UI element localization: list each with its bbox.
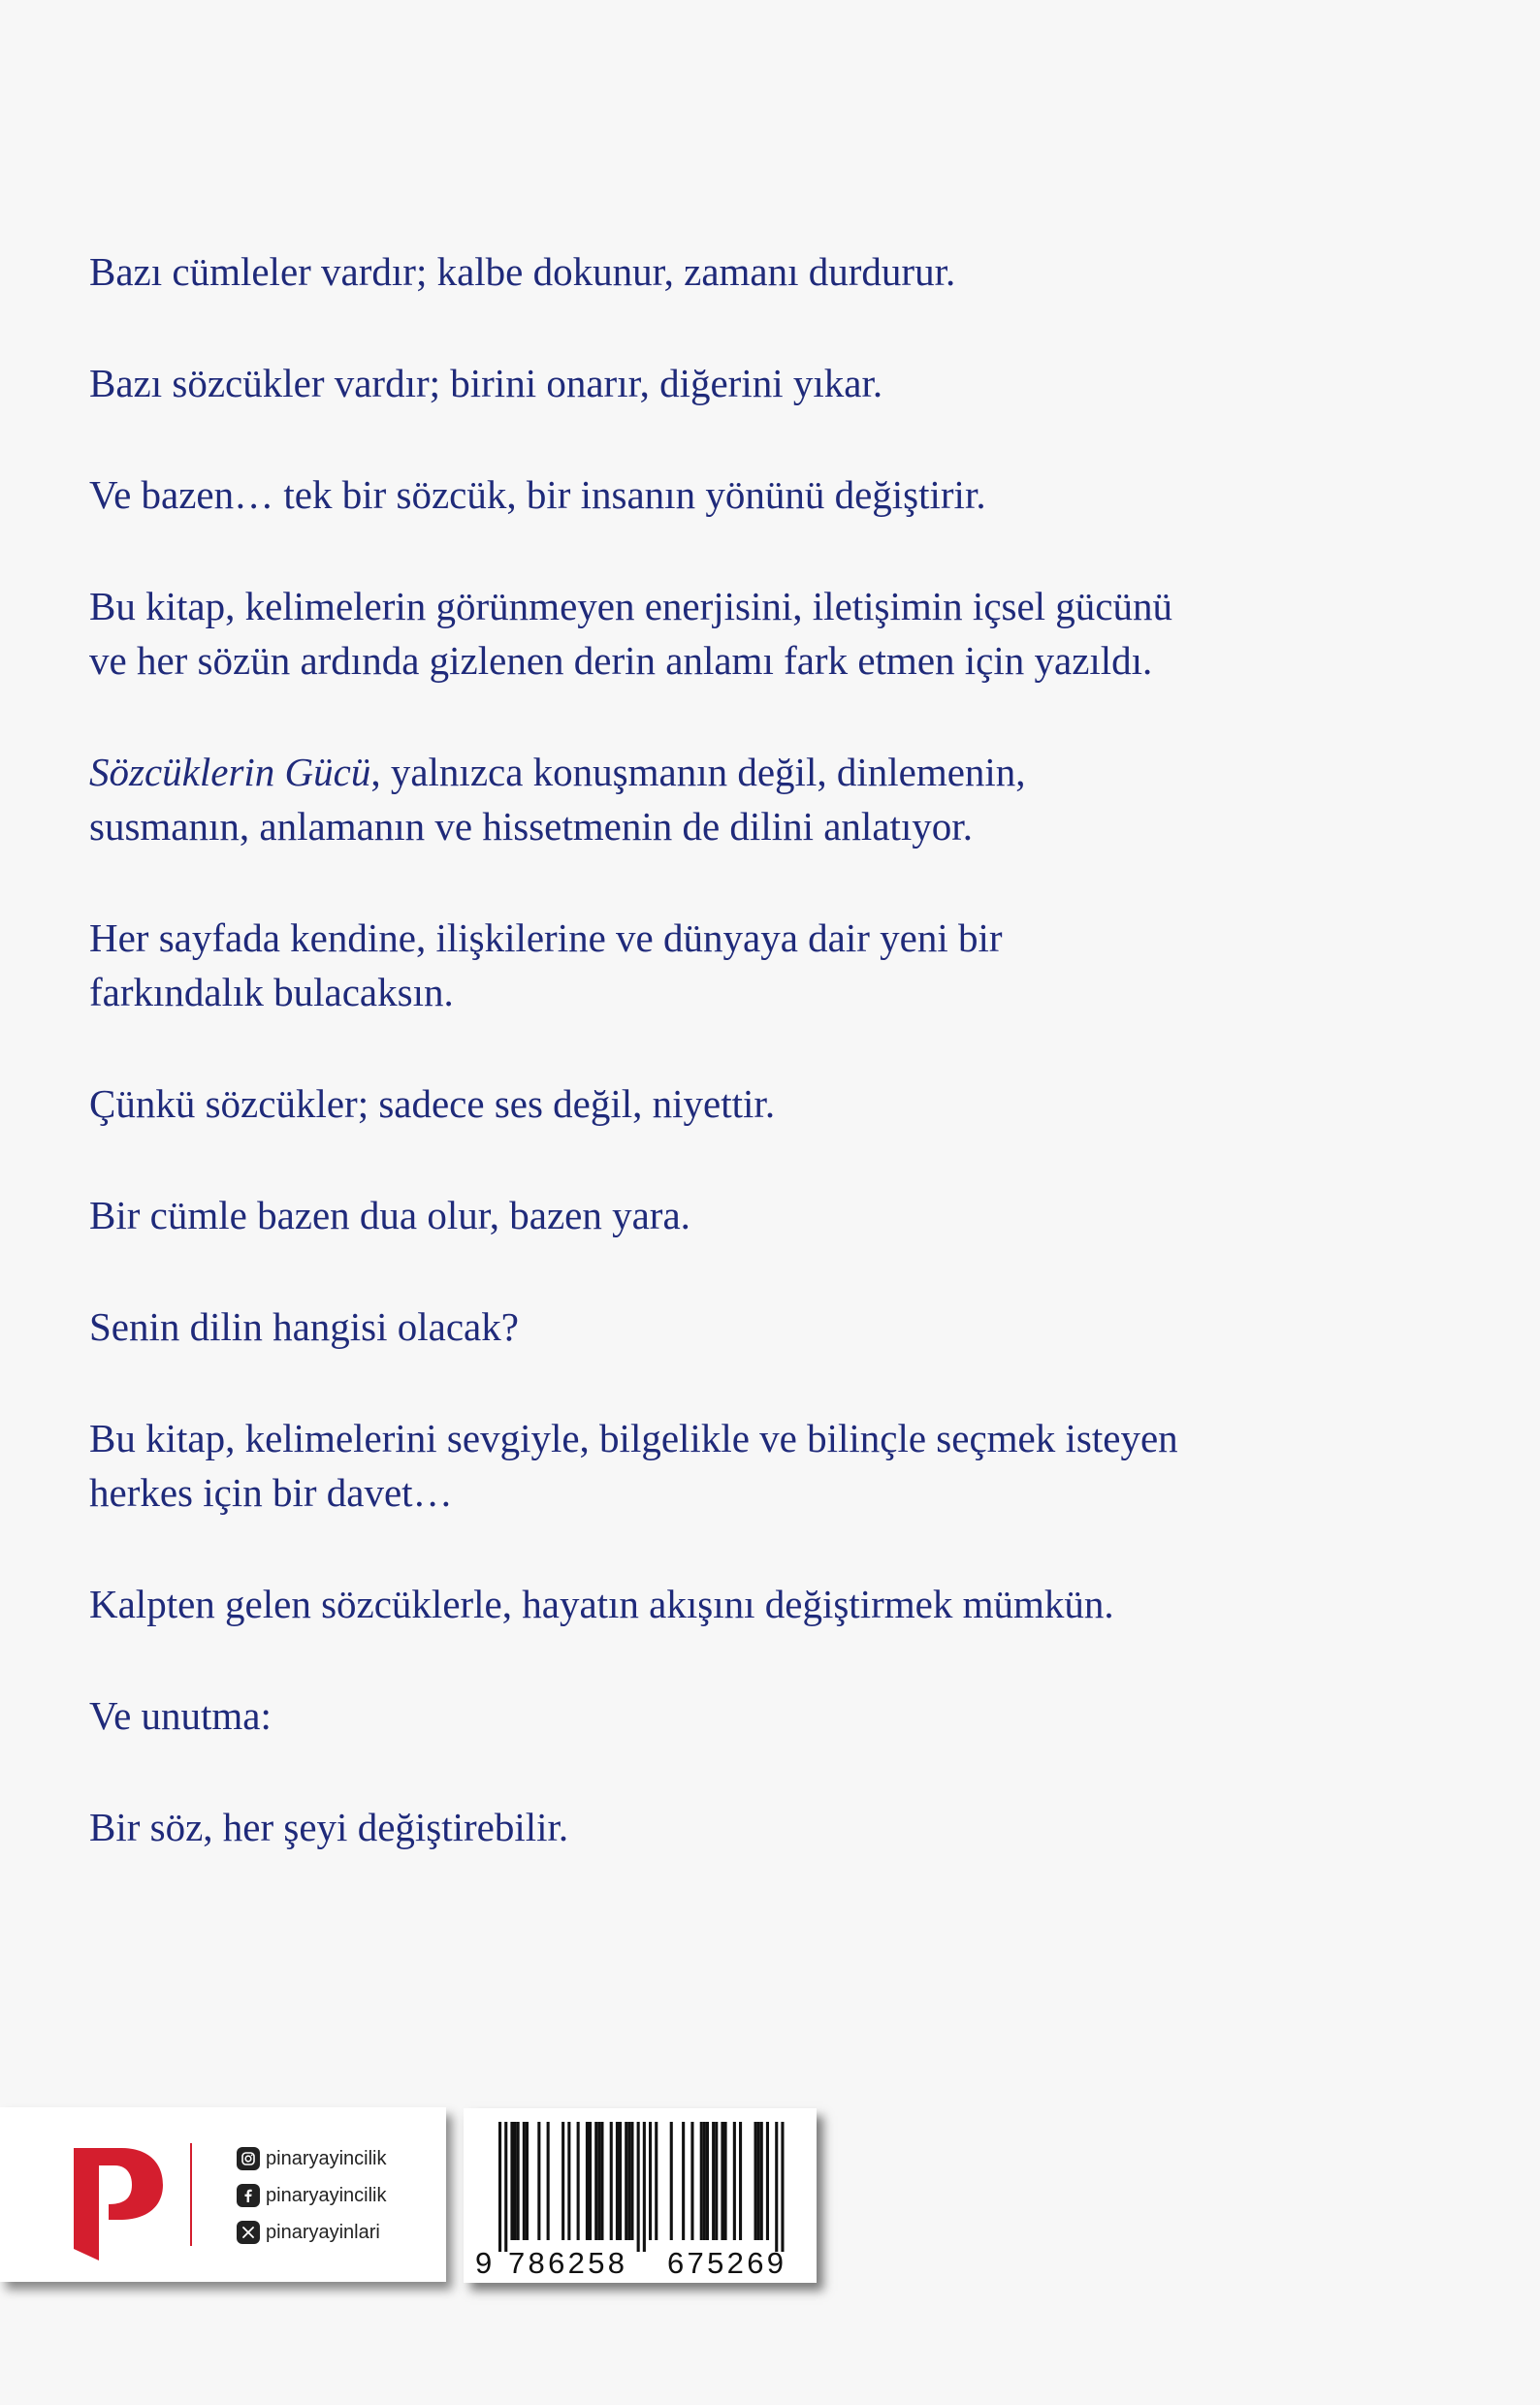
isbn-group-1: 786258: [508, 2246, 625, 2280]
barcode-bar: [577, 2122, 580, 2240]
barcode-bar: [627, 2122, 630, 2240]
barcode-bar: [594, 2122, 597, 2240]
barcode-bar: [589, 2122, 592, 2240]
barcode-bar: [630, 2122, 633, 2240]
barcode-bar: [700, 2122, 703, 2240]
x-icon: [237, 2221, 260, 2244]
barcode-bar: [523, 2122, 526, 2240]
blurb-paragraph: Bir cümle bazen dua olur, bazen yara.: [89, 1193, 690, 1237]
barcode-bar: [616, 2122, 619, 2240]
barcode-bar: [637, 2122, 640, 2252]
blurb-paragraph: Bir söz, her şeyi değiştirebilir.: [89, 1805, 569, 1849]
blurb-paragraph: Sözcüklerin Gücü, yalnızca konuşmanın değil, dinlemenin, susmanın, anlamanın ve hissetmenin de dilini anlatıyor.: [89, 750, 1026, 849]
barcode-bar: [597, 2122, 600, 2240]
instagram-handle: pinaryayincilik: [266, 2147, 387, 2169]
barcode-bar: [712, 2122, 715, 2240]
x-handle: pinaryayinlari: [266, 2221, 380, 2243]
blurb-paragraph: Her sayfada kendine, ilişkilerine ve dünyaya dair yeni bir farkındalık bulacaksın.: [89, 915, 1003, 1014]
barcode-bar: [760, 2122, 763, 2240]
barcode-bar: [703, 2122, 706, 2240]
divider-line: [190, 2143, 192, 2246]
barcode-graphic: [464, 2108, 817, 2283]
barcode-bar: [690, 2122, 693, 2240]
barcode-bar: [537, 2122, 540, 2240]
blurb-paragraph: Çünkü sözcükler; sadece ses değil, niyettir.: [89, 1081, 776, 1126]
barcode-bar: [721, 2122, 723, 2240]
barcode-bar: [670, 2122, 673, 2240]
isbn-first-digit: 9: [475, 2246, 493, 2280]
facebook-handle: pinaryayincilik: [266, 2184, 387, 2206]
barcode-bar: [766, 2122, 769, 2240]
instagram-icon: [237, 2147, 260, 2170]
barcode-bar: [498, 2122, 501, 2252]
barcode-bars: [498, 2122, 785, 2252]
back-cover-blurb: [89, 244, 1369, 1911]
social-instagram[interactable]: [237, 2140, 387, 2177]
isbn-barcode: [464, 2108, 817, 2283]
blurb-paragraph: Bazı cümleler vardır; kalbe dokunur, zamanı durdurur.: [89, 249, 956, 294]
barcode-bar: [706, 2122, 709, 2240]
social-links: [237, 2140, 387, 2251]
barcode-bar: [649, 2122, 652, 2240]
barcode-bar: [600, 2122, 603, 2240]
blurb-paragraph: Kalpten gelen sözcüklerle, hayatın akışını değiştirmek mümkün.: [89, 1582, 1114, 1626]
barcode-bar: [655, 2122, 658, 2240]
barcode-bar: [625, 2122, 627, 2240]
blurb-paragraph: Bazı sözcükler vardır; birini onarır, diğerini yıkar.: [89, 361, 883, 405]
barcode-bar: [526, 2122, 529, 2240]
book-title: Sözcüklerin Gücü: [89, 750, 371, 794]
blurb-paragraph: Bu kitap, kelimelerini sevgiyle, bilgelikle ve bilinçle seçmek isteyen herkes için bir davet…: [89, 1416, 1178, 1515]
barcode-bar: [682, 2122, 685, 2240]
barcode-bar: [739, 2122, 742, 2240]
barcode-bar: [510, 2122, 513, 2240]
barcode-bar: [504, 2122, 507, 2252]
barcode-bar: [567, 2122, 570, 2240]
facebook-icon: [237, 2184, 260, 2207]
barcode-bar: [643, 2122, 646, 2252]
barcode-bar: [514, 2122, 517, 2240]
barcode-bar: [586, 2122, 589, 2240]
barcode-bar: [547, 2122, 550, 2240]
barcode-bar: [733, 2122, 736, 2240]
barcode-bar: [715, 2122, 718, 2240]
blurb-paragraph: Bu kitap, kelimelerin görünmeyen enerjisini, iletişimin içsel gücünü ve her sözün ardında gizlenen derin anlamı fark etmen için yazıldı.: [89, 584, 1173, 683]
barcode-bar: [561, 2122, 564, 2240]
publisher-info-box: [0, 2107, 446, 2282]
social-facebook[interactable]: [237, 2177, 387, 2214]
barcode-bar: [781, 2122, 784, 2252]
social-x[interactable]: [237, 2214, 387, 2251]
barcode-bar: [517, 2122, 520, 2240]
barcode-bar: [724, 2122, 727, 2240]
barcode-bar: [757, 2122, 760, 2240]
isbn-group-2: 675269: [667, 2246, 784, 2280]
publisher-logo-icon: [70, 2146, 167, 2262]
barcode-bar: [775, 2122, 778, 2252]
blurb-paragraph: Ve unutma:: [89, 1693, 272, 1738]
barcode-bar: [619, 2122, 622, 2240]
blurb-paragraph: Senin dilin hangisi olacak?: [89, 1304, 519, 1349]
barcode-bar: [610, 2122, 613, 2240]
blurb-paragraph: Ve bazen… tek bir sözcük, bir insanın yönünü değiştirir.: [89, 472, 986, 517]
barcode-bar: [754, 2122, 757, 2240]
